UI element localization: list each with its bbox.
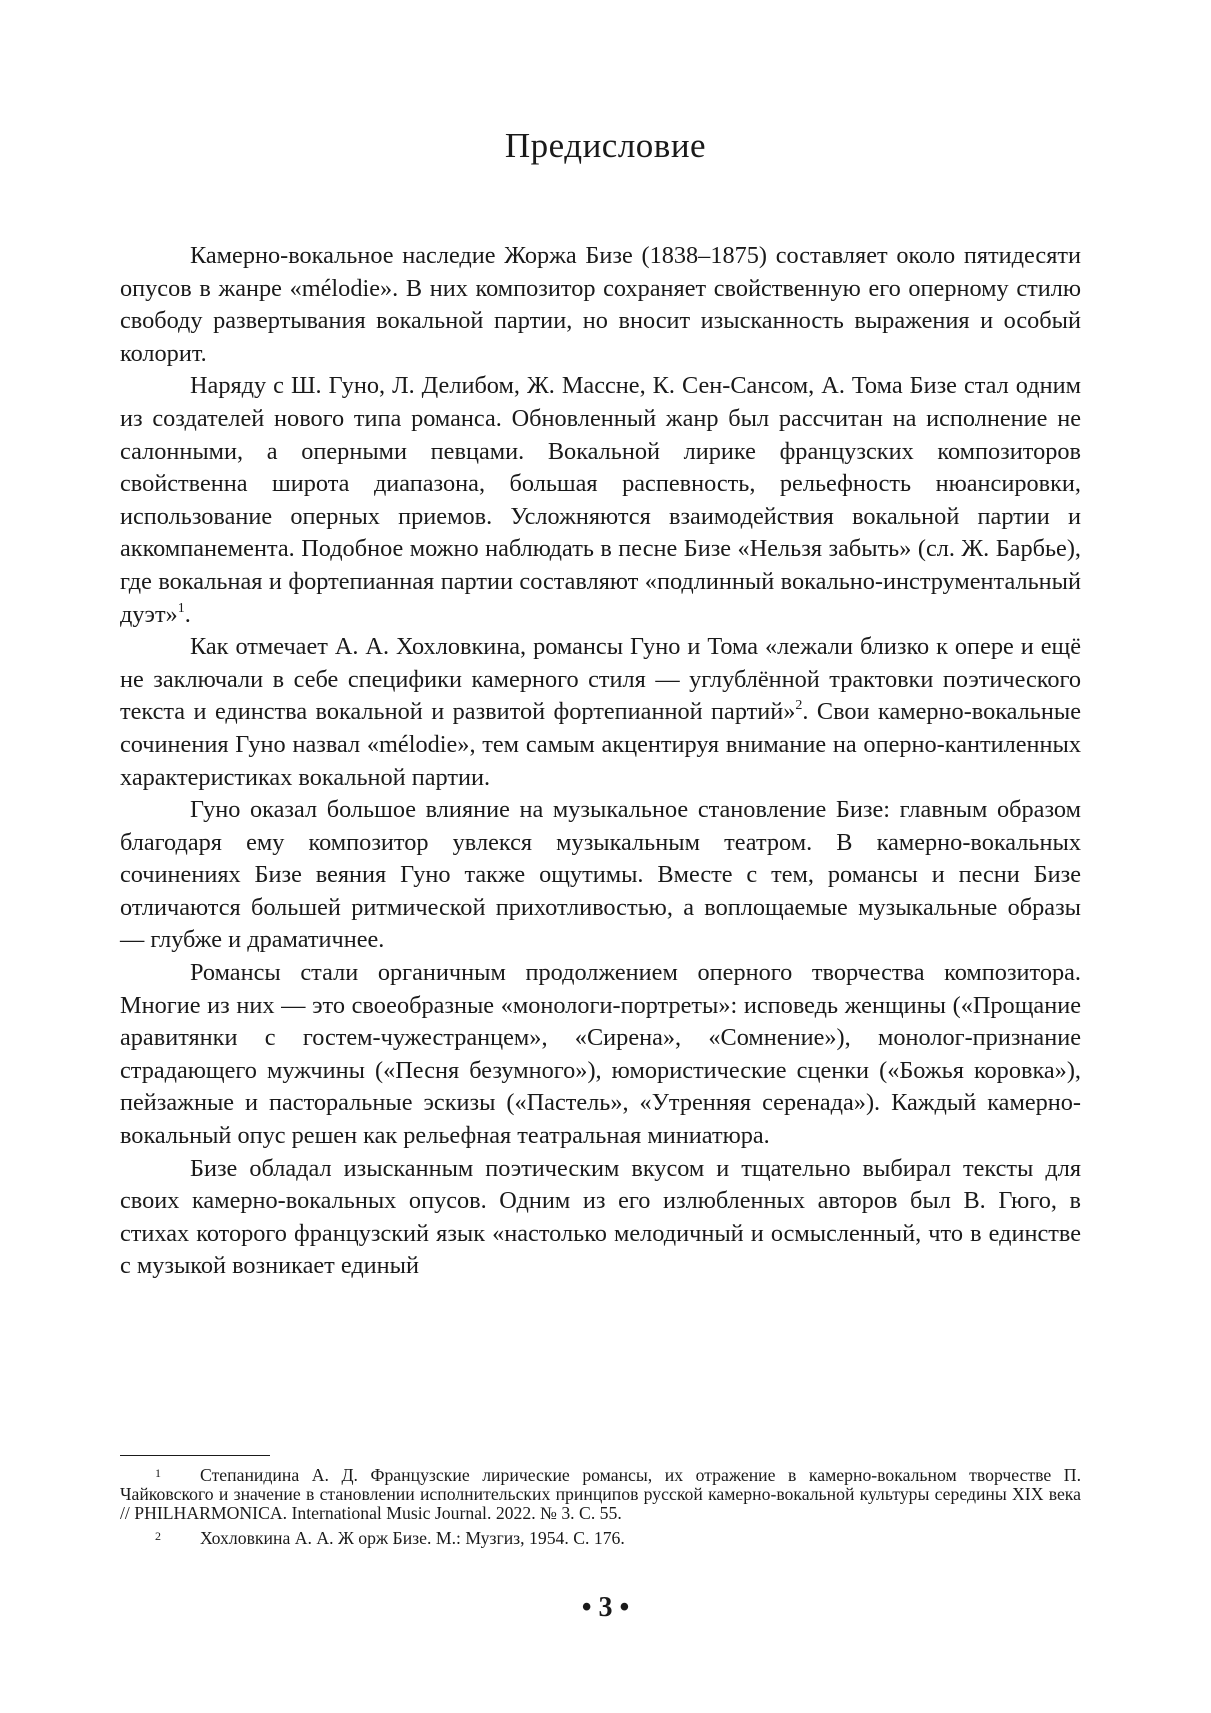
footnote-2-mark: 2 (155, 1529, 161, 1543)
footnote-2 (120, 1527, 1081, 1548)
paragraph-2 (120, 370, 1081, 631)
page-number: • 3 • (581, 1592, 630, 1623)
paragraph-4: Гуно оказал большое влияние на музыкальное становление Бизе: главным образом благодаря ему композитор увлекся музыкальным театром. В камерно-вокальных сочинениях Бизе веяния Гуно также ощутимы. Вместе с тем, романсы и песни Бизе отличаются большей ритмической прихотливостью, а воплощаемые музыкальные образы — глубже и драматичнее. (120, 796, 1081, 954)
footnote-1-mark: 1 (155, 1466, 161, 1480)
body-text (120, 240, 1081, 1283)
footnotes (120, 1464, 1081, 1552)
footnote-ref-1[interactable]: 1 (177, 600, 185, 616)
paragraph-1: Камерно-вокальное наследие Жоржа Бизе (1838–1875) составляет около пятидесяти опусов в жанре «mélodie». В них композитор сохраняет свойственную его оперному стилю свободу развертывания вокальной партии, но вносит изысканность выражения и особый колорит. (120, 242, 1081, 367)
paragraph-3-text: Как отмечает А. А. Хохловкина, романсы Гуно и Тома «лежали близко к опере и ещё не заключали в себе специфики камерного стиля — углублённой трактовки поэтического текста и единства вокальной и развитой фортепианной партий» (120, 633, 1081, 726)
paragraph-2-text: Наряду с Ш. Гуно, Л. Делибом, Ж. Массне, К. Сен-Сансом, А. Тома Бизе стал одним из создателей нового типа романса. Обновленный жанр был рассчитан на исполнение не салонными, а оперными певцами. Вокальной лирике французских композиторов свойственна широта диапазона, большая распевность, рельефность нюансировки, использование оперных приемов. Усложняются взаимодействия вокальной партии и аккомпанемента. Подобное можно наблюдать в песне Бизе «Нельзя забыть» (сл. Ж. Барбье), где вокальная и фортепианная партии составляют «подлинный вокально-инструментальный дуэт» (120, 372, 1081, 628)
footnote-divider (120, 1455, 270, 1456)
footnote-1 (120, 1464, 1081, 1523)
footnote-2-text: Хохловкина А. А. Ж орж Бизе. М.: Музгиз, 1954. С. 176. (200, 1528, 625, 1548)
paragraph-5: Романсы стали органичным продолжением оперного творчества композитора. Многие из них — это своеобразные «монологи-портреты»: исповедь женщины («Прощание аравитянки с гостем-чужестранцем», «Сирена», «Сомнение»), монолог-признание страдающего мужчины («Песня безумного»), юмористические сценки («Божья коровка»), пейзажные и пасторальные эскизы («Пастель», «Утренняя серенада»). Каждый камерно-вокальный опус решен как рельефная театральная миниатюра. (120, 959, 1081, 1150)
footnote-1-text: Степанидина А. Д. Французские лирические романсы, их отражение в камерно-вокальном творчестве П. Чайковского и значение в становлении исполнительских принципов русской камерно-вокальной культуры середины XIX века // PHILHARMONICA. International Music Journal. 2022. № 3. С. 55. (120, 1465, 1081, 1523)
paragraph-3 (120, 631, 1081, 794)
footnote-ref-2[interactable]: 2 (795, 698, 803, 714)
paragraph-3-tail: . Свои камерно-вокальные сочинения Гуно назвал «mélodie», тем самым акцентируя внимание на оперно-кантиленных характеристиках вокальной партии. (120, 698, 1081, 791)
paragraph-2-end: . (184, 600, 191, 628)
page-title: Предисловие (504, 126, 707, 165)
paragraph-6: Бизе обладал изысканным поэтическим вкусом и тщательно выбирал тексты для своих камерно-вокальных опусов. Одним из его излюбленных авторов был В. Гюго, в стихах которого французский язык «настолько мелодичный и осмысленный, что в единстве с музыкой возникает единый (120, 1154, 1081, 1280)
